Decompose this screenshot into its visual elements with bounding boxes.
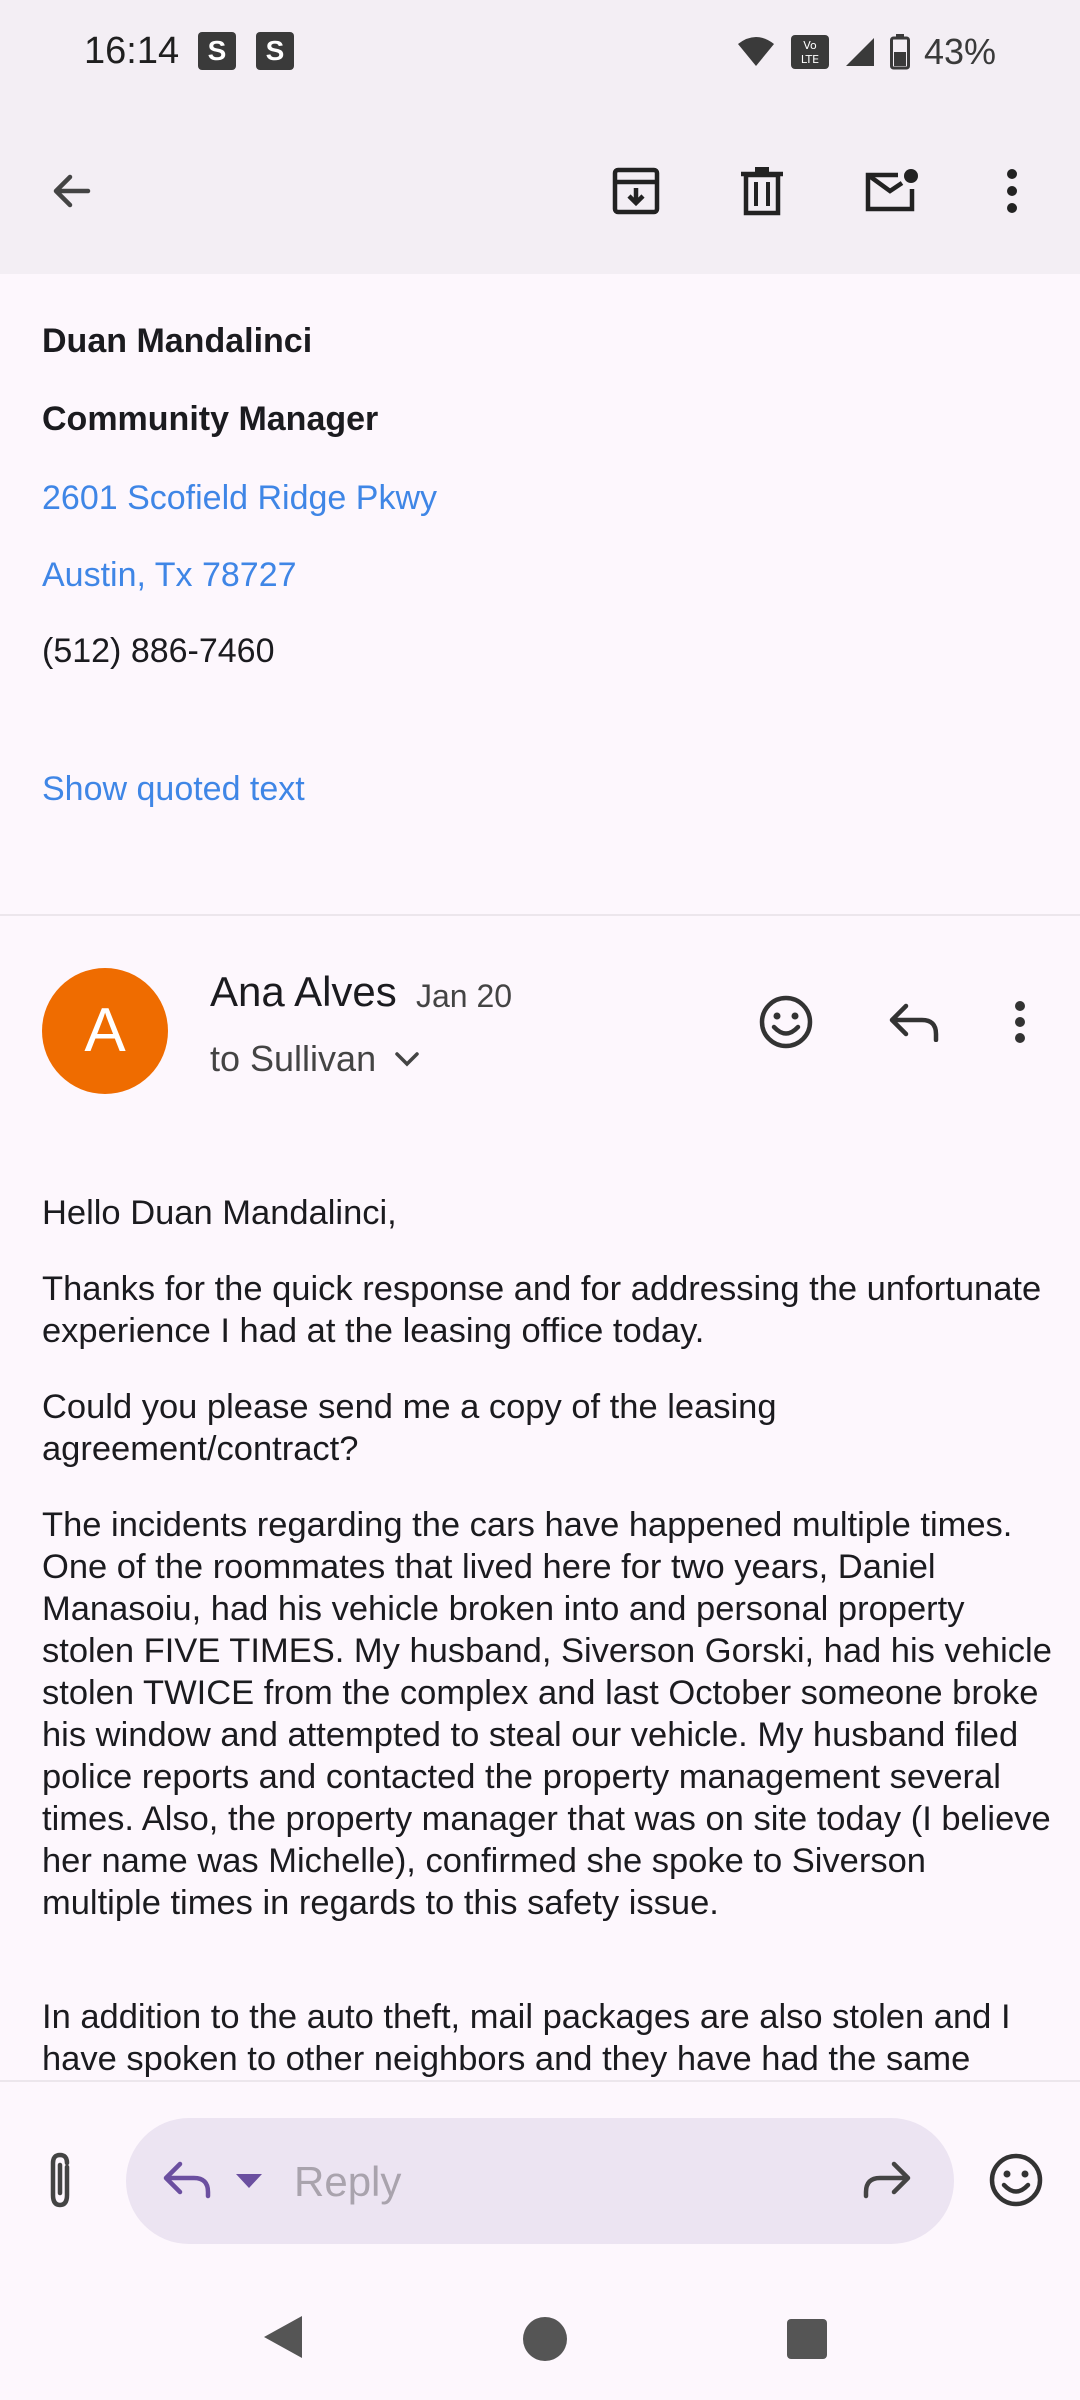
add-reaction-button[interactable] xyxy=(746,982,826,1062)
mark-unread-icon xyxy=(862,167,918,215)
signature-city-link[interactable]: Austin, Tx 78727 xyxy=(42,556,297,594)
reply-placeholder: Reply xyxy=(294,2158,402,2205)
back-arrow-icon xyxy=(48,167,96,215)
message-greeting: Hello Duan Mandalinci, xyxy=(42,1194,397,1232)
reply-icon xyxy=(162,2160,212,2200)
message-more-button[interactable] xyxy=(990,982,1050,1062)
email-thread[interactable] xyxy=(0,274,1080,2080)
nav-recents-icon[interactable] xyxy=(786,2318,828,2360)
archive-button[interactable] xyxy=(596,151,676,231)
signature-phone: (512) 886-7460 xyxy=(42,632,275,670)
svg-text:Vo: Vo xyxy=(803,39,817,52)
avatar[interactable]: A xyxy=(42,968,168,1094)
quick-reply-bar xyxy=(0,2080,1080,2268)
notification-badge: S xyxy=(256,32,294,70)
recipient-label: to Sullivan xyxy=(210,1038,377,1079)
message-paragraph: Thanks for the quick response and for addressing the unfortunate experience I had at the leasing office today. xyxy=(42,1270,1042,1350)
wifi-icon xyxy=(736,36,776,68)
paperclip-icon xyxy=(43,2151,77,2209)
message-paragraph: Could you please send me a copy of the leasing agreement/contract? xyxy=(42,1388,777,1468)
signature-address-link[interactable]: 2601 Scofield Ridge Pkwy xyxy=(42,479,438,517)
system-nav-bar xyxy=(0,2266,1080,2400)
more-vert-icon xyxy=(1004,168,1020,214)
attach-button[interactable] xyxy=(30,2140,90,2220)
notification-badge: S xyxy=(198,32,236,70)
emoji-icon xyxy=(988,2152,1044,2208)
compose-emoji-button[interactable] xyxy=(980,2140,1052,2220)
reply-input[interactable] xyxy=(126,2118,954,2244)
back-button[interactable] xyxy=(32,151,112,231)
nav-back-icon[interactable] xyxy=(262,2314,304,2360)
status-icons xyxy=(736,30,996,74)
more-vert-icon xyxy=(1013,1000,1027,1044)
battery-icon xyxy=(890,34,910,70)
dropdown-caret-icon[interactable] xyxy=(236,2174,262,2188)
more-options-button[interactable] xyxy=(972,151,1052,231)
delete-icon xyxy=(739,166,785,216)
status-time: 16:14 xyxy=(84,30,180,72)
signal-icon xyxy=(844,36,876,68)
reply-icon xyxy=(888,1002,940,1042)
chevron-down-icon xyxy=(394,1051,420,1067)
nav-home-icon[interactable] xyxy=(522,2316,568,2362)
svg-text:LTE: LTE xyxy=(800,53,820,66)
message-paragraph: In addition to the auto theft, mail packages are also stolen and I have spoken to other neighbors and they have had the same xyxy=(42,1998,1011,2078)
forward-icon[interactable] xyxy=(862,2160,912,2200)
message-divider xyxy=(0,914,1080,916)
message-date: Jan 20 xyxy=(416,978,513,1014)
archive-icon xyxy=(611,166,661,216)
signature-name: Duan Mandalinci xyxy=(42,322,313,360)
signature-role: Community Manager xyxy=(42,400,379,438)
sender-name: Ana Alves xyxy=(210,968,397,1015)
reply-button[interactable] xyxy=(874,982,954,1062)
status-bar xyxy=(0,0,1080,108)
message-paragraph: The incidents regarding the cars have happened multiple times. One of the roommates that lived here for two years, Daniel Manasoiu, had his vehicle broken into and personal property stolen FIVE TIMES. My husband, Siverson Gorski, had his vehicle stolen TWICE from the complex and last October someone broke his window and attempted to steal our vehicle. My husband filed police reports and contacted the property management several times. Also, the property manager that was on site today (I believe her name was Michelle), confirmed she spoke to Siverson multiple times in regards to this safety issue. xyxy=(42,1506,1052,1922)
delete-button[interactable] xyxy=(722,151,802,231)
emoji-icon xyxy=(758,994,814,1050)
email-toolbar xyxy=(0,108,1080,274)
recipient-details-toggle[interactable] xyxy=(210,1038,420,1080)
volte-icon xyxy=(790,34,830,70)
show-quoted-text-link[interactable]: Show quoted text xyxy=(42,770,305,808)
mark-unread-button[interactable] xyxy=(850,151,930,231)
battery-percent: 43% xyxy=(923,31,996,72)
